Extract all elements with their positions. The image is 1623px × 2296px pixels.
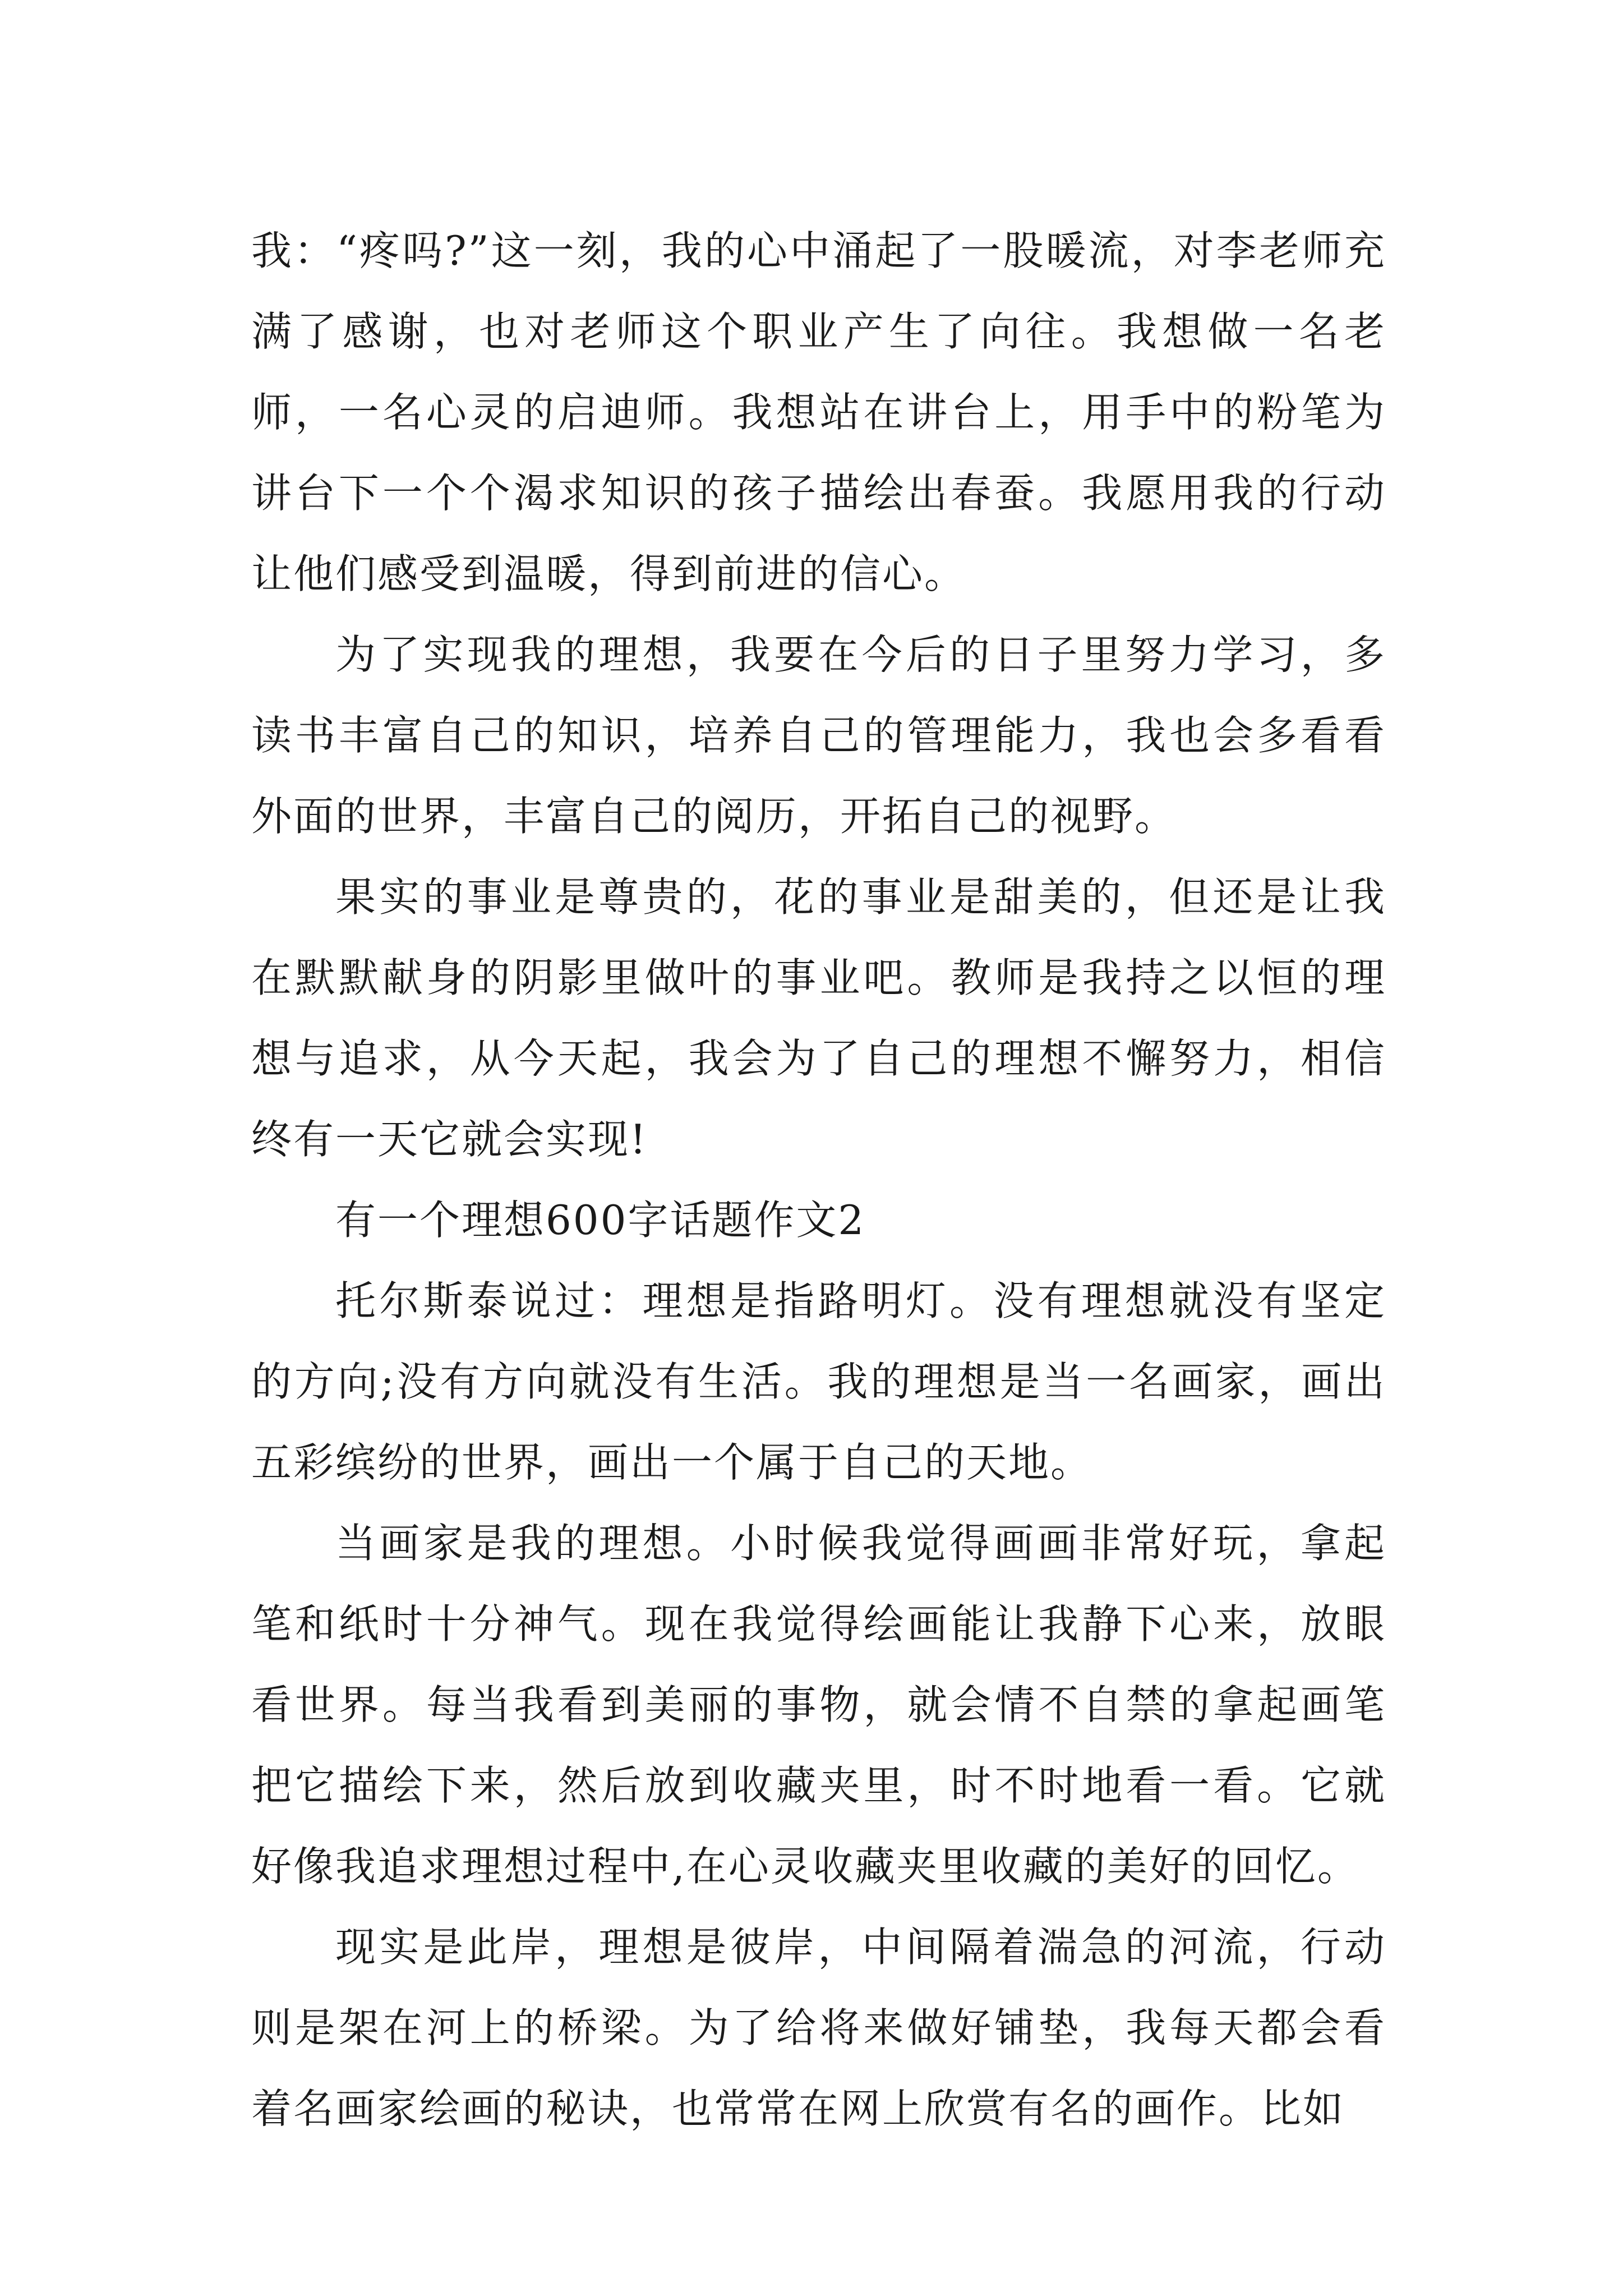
paragraph: 现实是此岸，理想是彼岸，中间隔着湍急的河流，行动则是架在河上的桥梁。为了给将来做好铺垫，我每天都会看着名画家绘画的秘诀，也常常在网上欣赏有名的画作。比如 bbox=[251, 1924, 1386, 2132]
paragraph: 果实的事业是尊贵的，花的事业是甜美的，但还是让我在默默献身的阴影里做叶的事业吧。教师是我持之以恒的理想与追求，从今天起，我会为了自己的理想不懈努力，相信终有一天它就会实现! bbox=[251, 873, 1386, 1163]
paragraph: 为了实现我的理想，我要在今后的日子里努力学习，多读书丰富自己的知识，培养自己的管理能力，我也会多看看外面的世界，丰富自己的阅历，开拓自己的视野。 bbox=[251, 631, 1386, 840]
document-body bbox=[251, 210, 1386, 2149]
section-heading: 有一个理想600字话题作文2 bbox=[335, 1197, 866, 1244]
paragraph: 当画家是我的理想。小时候我觉得画画非常好玩，拿起笔和纸时十分神气。现在我觉得绘画能让我静下心来，放眼看世界。每当我看到美丽的事物，就会情不自禁的拿起画笔把它描绘下来，然后放到收藏夹里，时不时地看一看。它就好像我追求理想过程中,在心灵收藏夹里收藏的美好的回忆。 bbox=[251, 1520, 1386, 1890]
paragraph-continuation: 我：“疼吗?”这一刻，我的心中涌起了一股暖流，对李老师充满了感谢，也对老师这个职业产生了向往。我想做一名老师，一名心灵的启迪师。我想站在讲台上，用手中的粉笔为讲台下一个个渴求知识的孩子描绘出春蚕。我愿用我的行动让他们感受到温暖，得到前进的信心。 bbox=[251, 227, 1386, 597]
paragraph: 托尔斯泰说过：理想是指路明灯。没有理想就没有坚定的方向;没有方向就没有生活。我的理想是当一名画家，画出五彩缤纷的世界，画出一个属于自己的天地。 bbox=[251, 1277, 1386, 1486]
